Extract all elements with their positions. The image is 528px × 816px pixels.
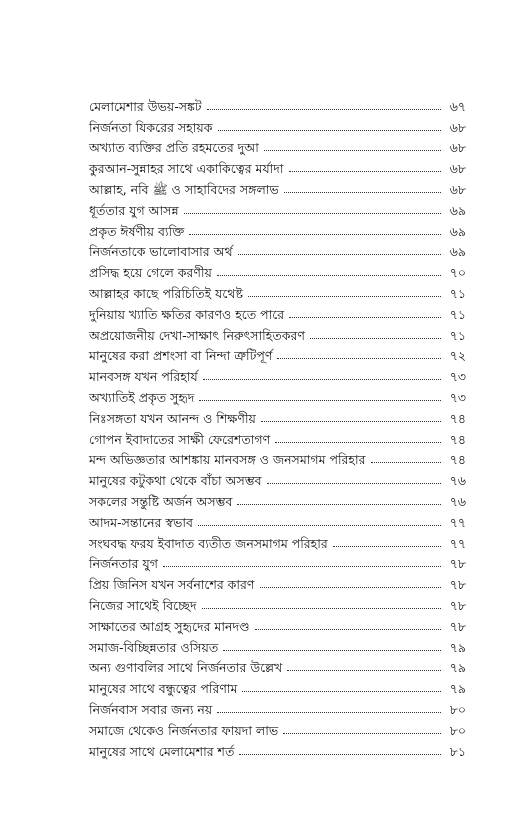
dot-leader [242,691,441,692]
dot-leader [223,650,441,651]
toc-entry-title: দুনিয়ায় খ্যাতি ক্ষতির কারণও হতে পারে [89,306,285,322]
toc-entry-page-number: ৭৮ [449,618,466,634]
dot-leader [261,421,441,422]
toc-entry [89,114,466,135]
toc-entry [89,405,466,426]
toc-entry-title: সমাজ-বিচ্ছিন্নতার ওসিয়ত [89,639,219,655]
toc-entry-title: সমাজে থেকেও নির্জনতার ফায়দা লাভ [89,722,279,738]
toc-entry-title: কুরআন-সুন্নাহর সাথে একাকিত্বের মর্যাদা [89,161,284,177]
dot-leader [238,254,441,255]
dot-leader [189,234,441,235]
toc-entry-page-number: ৮০ [449,722,466,738]
dot-leader [260,587,442,588]
toc-entry-title: মানুষের সাথে মেলামেশার শর্ত [89,743,235,759]
toc-entry-page-number: ৭৮ [449,556,466,572]
toc-entry-title: প্রকৃত ঈর্ষণীয় ব্যক্তি [89,223,185,239]
toc-entry-page-number: ৭৩ [449,369,466,385]
toc-entry [89,426,466,447]
toc-entry-title: মেলামেশার উভয়-সঙ্কট [89,98,202,114]
toc-entry-page-number: ৬৮ [449,161,466,177]
toc-entry-page-number: ৬৯ [449,202,466,218]
toc-entry-title: অপ্রয়োজনীয় দেখা-সাক্ষাৎ নিরুৎসাহিতকরণ [89,327,305,343]
toc-entry-page-number: ৭৬ [449,493,466,509]
dot-leader [248,296,441,297]
toc-entry-title: আল্লাহ, নবি ﷺ ও সাহাবিদের সঙ্গলাভ [89,181,279,197]
toc-entry-title: প্রিয় জিনিস যখন সর্বনাশের কারণ [89,577,255,593]
toc-entry-title: আল্লাহর কাছে পরিচিতিই যথেষ্ট [89,285,243,301]
toc-entry-title: নির্জনবাস সবার জন্য নয় [89,701,213,717]
dot-leader [217,712,441,713]
toc-entry [89,551,466,572]
toc-entry-title: মানুষের সাথে বন্ধুত্বের পরিণাম [89,681,238,697]
dot-leader [289,317,441,318]
toc-entry-page-number: ৭২ [449,348,466,364]
toc-entry-page-number: ৭৯ [449,639,466,655]
dot-leader [371,462,442,463]
toc-entry [89,488,466,509]
toc-entry [89,467,466,488]
toc-entry-title: নির্জনতাকে ভালোবাসার অর্থ [89,244,233,260]
toc-entry [89,259,466,280]
toc-entry-page-number: ৭৭ [449,514,466,530]
toc-entry-title: সকলের সন্তুষ্টি অর্জন অসম্ভব [89,493,233,509]
toc-entry [89,93,466,114]
dot-leader [277,358,441,359]
toc-entry [89,322,466,343]
toc-entry-title: অন্য গুণাবলির সাথে নির্জনতার উল্লেখ [89,660,283,676]
toc-entry-page-number: ৭৪ [449,452,466,468]
toc-entry [89,218,466,239]
dot-leader [237,504,441,505]
toc-entry [89,343,466,364]
dot-leader [333,546,441,547]
toc-entry-page-number: ৭৮ [449,597,466,613]
toc-entry-page-number: ৮০ [449,701,466,717]
dot-leader [239,754,441,755]
toc-entry [89,675,466,696]
toc-entry [89,176,466,197]
dot-leader [163,566,441,567]
toc-entry-page-number: ৭৯ [449,681,466,697]
toc-entry [89,509,466,530]
dot-leader [184,213,441,214]
dot-leader [198,525,441,526]
toc-entry-page-number: ৬৮ [449,119,466,135]
toc-entry-title: নিঃসঙ্গতা যখন আনন্দ ও শিক্ষণীয় [89,410,256,426]
toc-entry [89,384,466,405]
toc-entry [89,717,466,738]
toc-entry-page-number: ৬৭ [449,98,466,114]
toc-entry-page-number: ৬৯ [449,244,466,260]
toc-entry [89,738,466,759]
toc-entry [89,301,466,322]
toc-entry [89,613,466,634]
toc-entry-page-number: ৭০ [449,265,466,281]
toc-entry [89,197,466,218]
toc-entry-title: মানবসঙ্গ যখন পরিহার্য [89,369,198,385]
toc-entry-page-number: ৭৮ [449,577,466,593]
toc-entry [89,571,466,592]
toc-entry-title: নির্জনতা যিকরের সহায়ক [89,119,213,135]
table-of-contents [89,93,466,759]
toc-entry [89,634,466,655]
toc-entry [89,530,466,551]
toc-entry-title: অখ্যাত ব্যক্তির প্রতি রহমতের দুআ [89,140,259,156]
toc-entry [89,592,466,613]
dot-leader [289,171,441,172]
toc-entry [89,655,466,676]
dot-leader [310,338,441,339]
dot-leader [267,483,441,484]
toc-entry-page-number: ৬৮ [449,181,466,197]
dot-leader [284,192,441,193]
toc-entry-page-number: ৮১ [449,743,466,759]
toc-entry-page-number: ৭৪ [449,431,466,447]
toc-entry-page-number: ৭১ [449,285,466,301]
toc-entry [89,135,466,156]
toc-entry [89,239,466,260]
toc-entry-page-number: ৭৬ [449,473,466,489]
toc-entry-page-number: ৭৯ [449,660,466,676]
toc-entry [89,363,466,384]
toc-entry-page-number: ৭৪ [449,410,466,426]
toc-entry-title: সাক্ষাতের আগ্রহ সুহৃদের মানদণ্ড [89,618,250,634]
dot-leader [275,442,441,443]
toc-entry-title: প্রসিদ্ধ হয়ে গেলে করণীয় [89,265,212,281]
toc-entry-page-number: ৭১ [449,306,466,322]
toc-entry [89,280,466,301]
toc-entry-title: ধূর্ততার যুগ আসন্ন [89,202,179,218]
toc-entry-title: সংঘবদ্ধ ফরয ইবাদাত ব্যতীত জনসমাগম পরিহার [89,535,328,551]
toc-entry-title: নির্জনতার যুগ [89,556,158,572]
dot-leader [264,150,441,151]
toc-entry-title: মন্দ অভিজ্ঞতার আশঙ্কায় মানবসঙ্গ ও জনসমাগম পরিহার [89,452,366,468]
dot-leader [203,379,441,380]
toc-entry [89,155,466,176]
toc-entry-title: আদম-সন্তানের স্বভাব [89,514,193,530]
dot-leader [217,275,441,276]
toc-entry-page-number: ৭৩ [449,389,466,405]
dot-leader [283,733,441,734]
dot-leader [202,608,441,609]
dot-leader [287,670,441,671]
dot-leader [218,130,442,131]
toc-entry-page-number: ৭১ [449,327,466,343]
toc-entry [89,447,466,468]
toc-entry-title: অখ্যাতিই প্রকৃত সুহৃদ [89,389,195,405]
toc-entry-title: মানুষের করা প্রশংসা বা নিন্দা ত্রুটিপূর্ণ [89,348,273,364]
toc-entry-page-number: ৬৮ [449,140,466,156]
toc-entry-page-number: ৬৯ [449,223,466,239]
dot-leader [207,109,441,110]
toc-entry [89,696,466,717]
toc-entry-title: মানুষের কটুকথা থেকে বাঁচা অসম্ভব [89,473,262,489]
dot-leader [199,400,441,401]
dot-leader [255,629,441,630]
toc-entry-title: গোপন ইবাদাতের সাক্ষী ফেরেশতাগণ [89,431,271,447]
toc-entry-title: নিজের সাথেই বিচ্ছেদ [89,597,197,613]
toc-entry-page-number: ৭৭ [449,535,466,551]
